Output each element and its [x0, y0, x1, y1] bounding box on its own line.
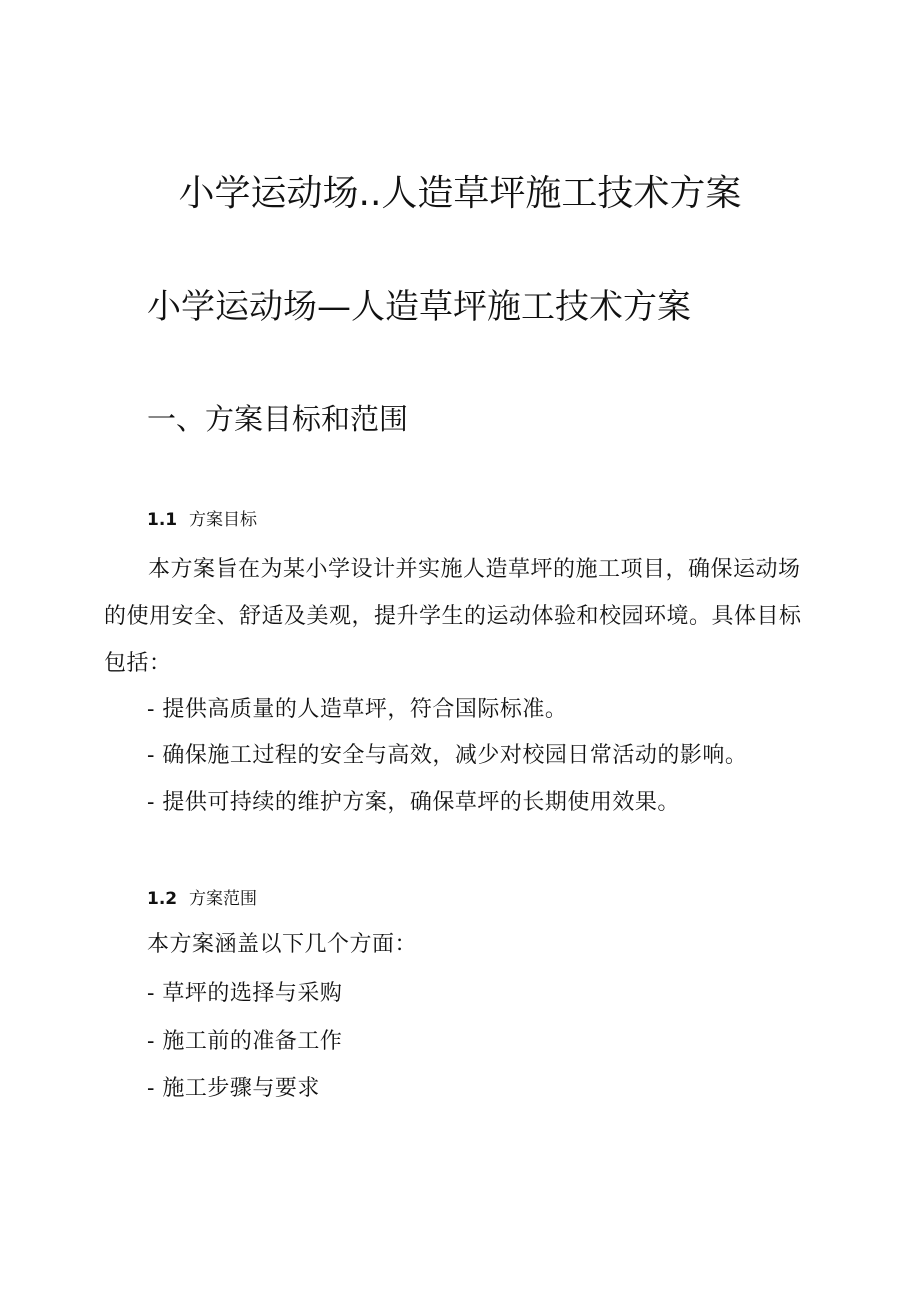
goal-item: - 提供可持续的维护方案，确保草坪的长期使用效果。 — [147, 790, 680, 815]
scope-item: - 施工步骤与要求 — [147, 1076, 320, 1101]
subsection-number: 1.2 — [147, 889, 178, 909]
section-heading: 一、方案目标和范围 — [147, 402, 409, 436]
scope-intro: 本方案涵盖以下几个方面： — [147, 932, 418, 957]
goal-item: - 确保施工过程的安全与高效，减少对校园日常活动的影响。 — [147, 743, 748, 768]
scope-item: - 草坪的选择与采购 — [147, 981, 343, 1006]
subsection-label: 方案目标 — [189, 510, 257, 530]
goals-paragraph: 本方案旨在为某小学设计并实施人造草坪的施工项目，确保运动场的使用安全、舒适及美观，提升学生的运动体验和校园环境。具体目标包括： — [104, 557, 802, 676]
goal-item: - 提供高质量的人造草坪，符合国际标准。 — [147, 697, 568, 722]
subsection-label: 方案范围 — [189, 889, 257, 909]
subsection-heading-scope — [147, 887, 257, 911]
subsection-heading-goals — [147, 508, 257, 532]
document-subtitle: 小学运动场—人造草坪施工技术方案 — [147, 287, 691, 327]
scope-item: - 施工前的准备工作 — [147, 1029, 343, 1054]
document-title: 小学运动场..人造草坪施工技术方案 — [178, 173, 742, 214]
subsection-number: 1.1 — [147, 510, 178, 530]
